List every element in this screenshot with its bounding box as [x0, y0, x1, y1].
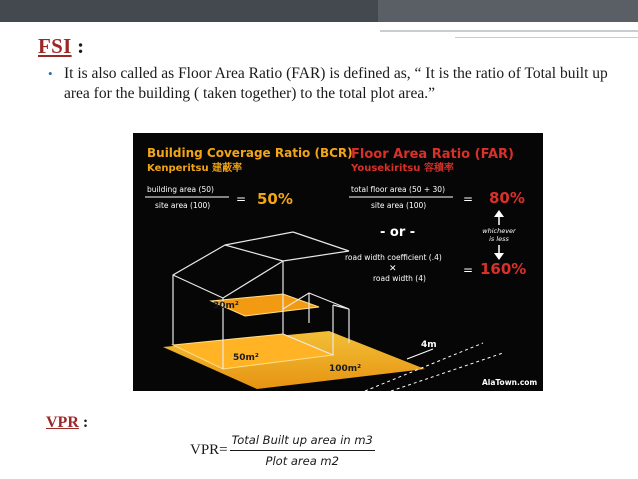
- formula-fraction: [230, 433, 375, 468]
- bullet-text: It is also called as Floor Area Ratio (FAR) is defined as, “ It is the ratio of Total built up area for the building ( taken together) to the total plot area.”: [64, 65, 608, 102]
- vpr-formula: [190, 430, 375, 470]
- down-arrowhead-icon: [494, 253, 504, 260]
- far-japanese-label: Yousekiritsu 容積率: [351, 163, 454, 174]
- or-separator: - or -: [380, 225, 416, 240]
- fsi-heading-colon: :: [71, 34, 85, 58]
- far-denominator: site area (100): [371, 201, 427, 210]
- road-width-arrow: [407, 349, 433, 359]
- bcr-result: 50%: [257, 190, 293, 208]
- fsi-heading: [38, 34, 84, 59]
- decorative-line: [380, 30, 638, 32]
- road-4m-label: 4m: [421, 340, 437, 350]
- far-equals: =: [463, 192, 474, 206]
- area-30-label: 30m²: [213, 301, 239, 311]
- far-illustration: [133, 133, 543, 391]
- vpr-heading: [46, 414, 88, 432]
- bcr-japanese-label: Kenperitsu 建蔽率: [147, 163, 243, 174]
- decorative-line: [455, 37, 638, 38]
- road-width-label: road width (4): [373, 274, 426, 283]
- far-numerator: total floor area (50 + 30): [351, 185, 446, 194]
- far-result-2: 160%: [480, 260, 527, 278]
- far-illustration-svg: [133, 133, 543, 391]
- road-coefficient-label: road width coefficient (.4): [345, 253, 442, 262]
- up-arrowhead-icon: [494, 210, 504, 217]
- area-100-label: 100m²: [329, 364, 362, 374]
- fsi-heading-label: FSI: [38, 34, 72, 58]
- far-equals-2: =: [463, 263, 474, 277]
- vpr-heading-colon: :: [78, 414, 89, 431]
- bullet-item: [48, 64, 612, 104]
- area-50-label: 50m²: [233, 353, 259, 363]
- multiply-icon: ✕: [389, 264, 397, 274]
- bcr-equals: =: [236, 192, 247, 206]
- far-title: Floor Area Ratio (FAR): [351, 147, 514, 162]
- top-bar-accent: [378, 0, 638, 22]
- formula-lhs: VPR=: [190, 441, 228, 458]
- bcr-denominator: site area (100): [155, 201, 211, 210]
- is-less-label: is less: [489, 235, 509, 243]
- far-result: 80%: [489, 189, 525, 207]
- top-bar: [0, 0, 638, 22]
- whichever-label: whichever: [482, 227, 516, 235]
- bullet-icon: •: [48, 66, 53, 81]
- vpr-heading-label: VPR: [46, 414, 79, 431]
- brand-logo: AlaTown.com: [482, 378, 538, 387]
- formula-numerator: Total Built up area in m3: [230, 433, 375, 451]
- bcr-title: Building Coverage Ratio (BCR): [147, 146, 353, 160]
- bcr-numerator: building area (50): [147, 185, 214, 194]
- formula-denominator: Plot area m2: [265, 453, 339, 468]
